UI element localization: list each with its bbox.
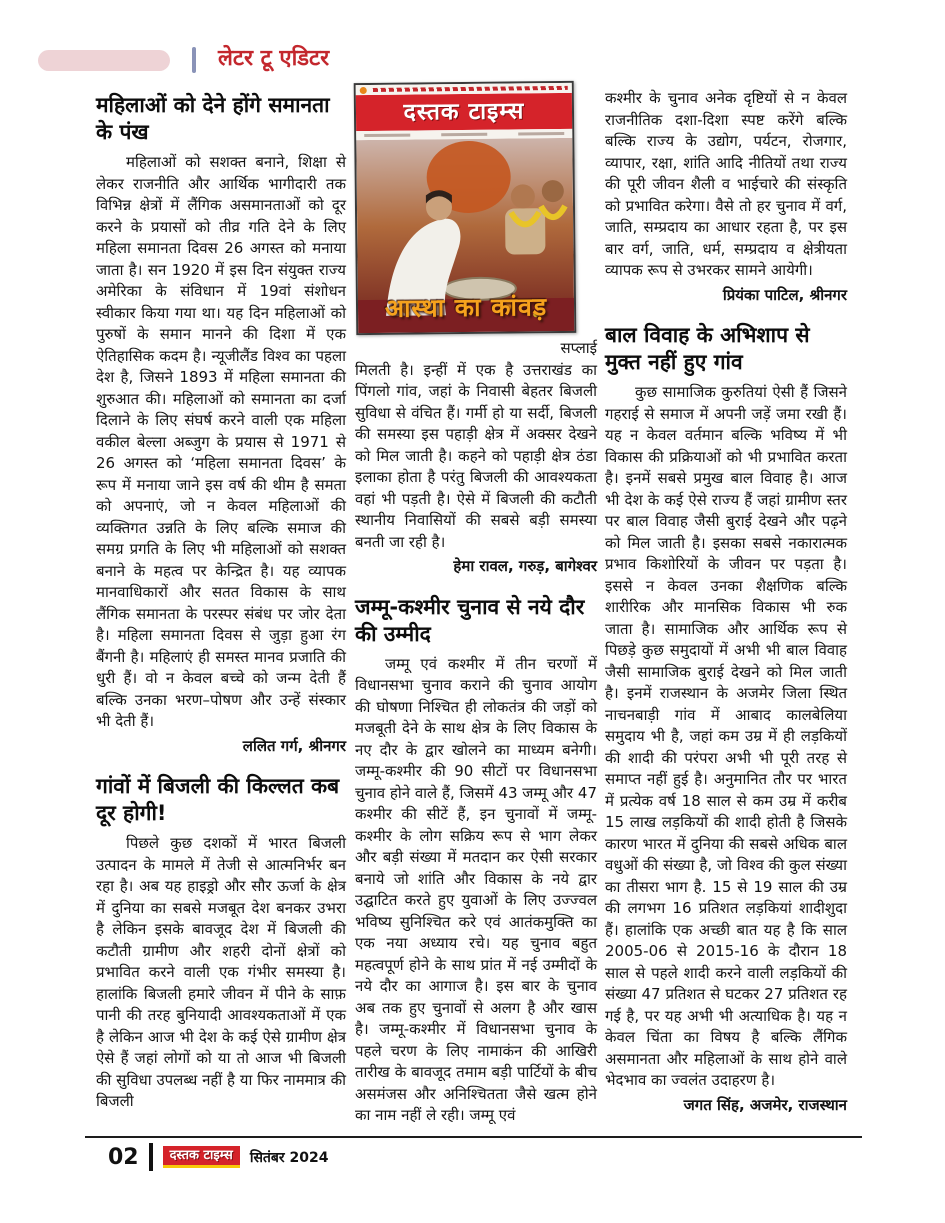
cover-photo <box>356 138 574 333</box>
section-title: लेटर टू एडिटर <box>218 46 330 71</box>
footer-page-number: 02 <box>108 1144 139 1170</box>
column-3 <box>605 88 847 1124</box>
page-footer <box>108 1142 328 1172</box>
column-2 <box>355 82 597 1127</box>
cover-logo-dot-icon <box>360 87 367 94</box>
article-title-women-equality: महिलाओं को देने होंगे समानता के पंख <box>96 93 330 144</box>
article-author-jk-election: प्रियंका पाटिल, श्रीनगर <box>722 285 847 304</box>
footer-logo: दस्तक टाइम्स <box>163 1146 240 1168</box>
footer-separator-bar <box>149 1143 153 1171</box>
footer-rule <box>85 1136 862 1138</box>
cover-top-microtext <box>373 86 568 92</box>
magazine-masthead: दस्तक टाइम्स <box>356 93 572 131</box>
article-author-women-equality: ललित गर्ग, श्रीनगर <box>242 736 346 755</box>
cover-caption: आस्था का कांवड़ <box>384 291 548 323</box>
article-author-child-marriage: जगत सिंह, अजमेर, राजस्थान <box>683 1095 847 1114</box>
header-separator-bar <box>192 47 196 73</box>
article-title-child-marriage: बाल विवाह के अभिशाप से मुक्त नहीं हुए गांव <box>605 323 810 374</box>
continuation-word: सप्लाई <box>560 339 597 357</box>
magazine-cover <box>354 81 577 335</box>
footer-issue-date: सितंबर 2024 <box>249 1149 329 1166</box>
article-body-jk-election: जम्मू एवं कश्मीर में तीन चरणों में विधानसभा चुनाव कराने की चुनाव आयोग की घोषणा निश्चित ही लोकतंत्र की जड़ों को मजबूती देने के साथ क्षेत्र के लिए विकास के नए दौर के द्वार खोलने का माध्यम बनेगी। जम्मू-कश्मीर की 90 सीटों पर विधानसभा चुनाव होने वाले हैं, जिसमें 43 जम्मू और 47 कश्मीर की सीटें हैं, इन चुनावों में जम्मू-कश्मीर के लोग सक्रिय रूप से भाग लेकर और बड़ी संख्या में मतदान कर ऐसी सरकार बनाये जो शांति और विकास के नये द्वार उद्घाटित करते हुए युवाओं के लिए उज्ज्वल भविष्य सुनिश्चित करे एवं आतंकमुक्ति का एक नया अध्याय रचे। यह चुनाव बहुत महत्वपूर्ण होने के साथ प्रांत में नई उम्मीदों के नये दौर का आगाज है। इस बार के चुनाव अब तक हुए चुनावों से अलग है और खास है। जम्मू-कश्मीर में विधानसभा चुनाव के पहले चरण के लिए नामाकंन की आखिरी तारीख के बावजूद तमाम बड़ी पार्टियों के बीच असमंजस और अनिश्चितता जैसे खत्म होने का नाम नहीं ले रही। जम्मू एवं <box>355 654 597 1124</box>
article-body-child-marriage: कुछ सामाजिक कुरुतियां ऐसी हैं जिसने गहराई से समाज में अपनी जड़ें जमा रखी हैं। यह न केवल वर्तमान बल्कि भविष्य में भी विकास की प्रक्रियाओं को भी प्रभावित करता है। इनमें सबसे प्रमुख बाल विवाह है। आज भी देश के कई ऐसे राज्य हैं जहां ग्रामीण स्तर पर बाल विवाह जैसी बुराई देखने और पढ़ने को मिल जाती है। इसका सबसे नकारात्मक प्रभाव किशोरियों के जीवन पर पड़ता है। इससे न केवल उनका शैक्षणिक बल्कि शारीरिक और मानसिक विकास भी रुक जाता है। सामाजिक और आर्थिक रूप से पिछड़े कुछ समुदायों में अभी भी बाल विवाह जैसी सामाजिक बुराई देखने को मिल जाती है। इनमें राजस्थान के अजमेर जिला स्थित नाचनबाड़ी गांव में आबाद कालबेलिया समुदाय भी है, जहां कम उम्र में ही लड़कियों की शादी की परंपरा अभी भी पूरी तरह से समाप्त नहीं हुई है। अनुमानित तौर पर भारत में प्रत्येक वर्ष 18 साल से कम उम्र में करीब 15 लाख लड़कियों की शादी होती है जिसके कारण भारत में दुनिया की सबसे अधिक बाल वधुओं की संख्या है, जो विश्व की कुल संख्या का तीसरा भाग है. 15 से 19 साल की उम्र की लगभग 16 प्रतिशत लड़कियां शादीशुदा हैं। हालांकि एक अच्छी बात यह है कि साल 2005-06 से 2015-16 के दौरान 18 साल से पहले शादी करने वाली लड़कियों की संख्या 47 प्रतिशत से घटकर 27 प्रतिशत रह गई है, पर यह अभी भी अत्याधिक है। यह न केवल चिंता का विषय है बल्कि लैंगिक असमानता और महिलाओं के साथ होने वाले भेदभाव का ज्वलंत उदाहरण है। <box>605 383 847 1089</box>
article-body-village-electricity: पिछले कुछ दशकों में भारत बिजली उत्पादन के मामले में तेजी से आत्मनिर्भर बन रहा है। अब यह हाइड्रो और सौर ऊर्जा के क्षेत्र में दुनिया का सबसे मजबूत देश बनकर उभरा है लेकिन इसके बावजूद देश में बिजली की कटौती ग्रामीण और शहरी दोनों क्षेत्रों को प्रभावित करने वाली एक गंभीर समस्या है। हालांकि बिजली हमारे जीवन में पीने के साफ़ पानी की तरह बुनियादी आवश्यकताओं में एक है लेकिन आज भी देश के कई ऐसे ग्रामीण क्षेत्र ऐसे हैं जहां लोगों को या तो आज भी बिजली की सुविधा उपलब्ध नहीं है या फिर नाममात्र की बिजली <box>96 834 346 1110</box>
article-body-women-equality: महिलाओं को सशक्त बनाने, शिक्षा से लेकर राजनीति और आर्थिक भागीदारी तक विभिन्न क्षेत्रों में लैंगिक असमानताओं को दूर करने के प्रयासों को तीव्र गति देने के लिए महिला समानता दिवस 26 अगस्त को मनाया जाता है। सन 1920 में इस दिन संयुक्त राज्य अमेरिका के संविधान में 19वां संशोधन स्वीकार किया गया था। यह दिन महिलाओं को पुरुषों के समान मानने की दिशा में एक ऐतिहासिक कदम है। न्यूजीलैंड विश्व का पहला देश है, जिसने 1893 में महिला समानता की शुरुआत की। महिलाओं को समानता का दर्जा दिलाने के लिए संघर्ष करने वाली एक महिला वकील बेल्ला अब्जुग के प्रयास से 1971 से 26 अगस्त को ‘महिला समानता दिवस’ के रूप में मनाया जाने इस वर्ष की थीम है समता को अपनाएं, जो न केवल महिलाओं की व्यक्तिगत उन्नति के लिए बल्कि समाज की समग्र प्रगति के लिए भी महिलाओं को सशक्त बनाने के महत्व पर केन्द्रित है। यह व्यापक मानवाधिकारों और सतत विकास के साथ लैंगिक समानता के परस्पर संबंध पर जोर देता है। महिला समानता दिवस से जुड़ा हुआ रंग बैंगनी है। महिलाएं ही समस्त मानव प्रजाति की धुरी हैं। वो न केवल बच्चे को जन्म देती हैं बल्कि उनका भरण–पोषण और उन्हें संस्कार भी देती हैं। <box>96 153 346 730</box>
article-body-electricity-continued: मिलती है। इन्हीं में एक है उत्तराखंड का पिंगलो गांव, जहां के निवासी बेहतर बिजली सुविधा से वंचित हैं। गर्मी हो या सर्दी, बिजली की समस्या इस पहाड़ी क्षेत्र में अक्सर देखने को मिल जाती है। कहने को पहाड़ी क्षेत्र ठंडा इलाका होता है परंतु बिजली की आवश्यकता वहां भी पड़ती है। ऐसे में बिजली की कटौती स्थानीय निवासियों की सबसे बड़ी समस्या बनती जा रही है। <box>355 360 597 551</box>
header-pill <box>38 50 170 71</box>
article-title-village-electricity: गांवों में बिजली की किल्लत कब दूर होगी! <box>96 774 340 825</box>
page-header <box>38 44 598 76</box>
article-title-jk-election: जम्मू-कश्मीर चुनाव से नये दौर की उम्मीद <box>355 594 585 646</box>
column-1 <box>96 92 346 1113</box>
article-body-jk-election-continued: कश्मीर के चुनाव अनेक दृष्टियों से न केवल राजनीतिक दशा-दिशा स्पष्ट करेंगे बल्कि बल्कि राज्य के उद्योग, पर्यटन, रोजगार, व्यापार, रक्षा, शांति आदि नीतियों तथा राज्य की पूरी जीवन शैली व भाईचारे की संस्कृति को प्रभावित करेगा। वैसे तो हर चुनाव में वर्ग, जाति, सम्प्रदाय का आधार रहता है, पर इस बार वर्ग, जाति, धर्म, सम्प्रदाय व क्षेत्रीयता व्यापक रूप से उभरकर सामने आयेगी। <box>605 89 847 279</box>
article-author-electricity: हेमा रावल, गरुड़, बागेश्वर <box>453 557 597 575</box>
